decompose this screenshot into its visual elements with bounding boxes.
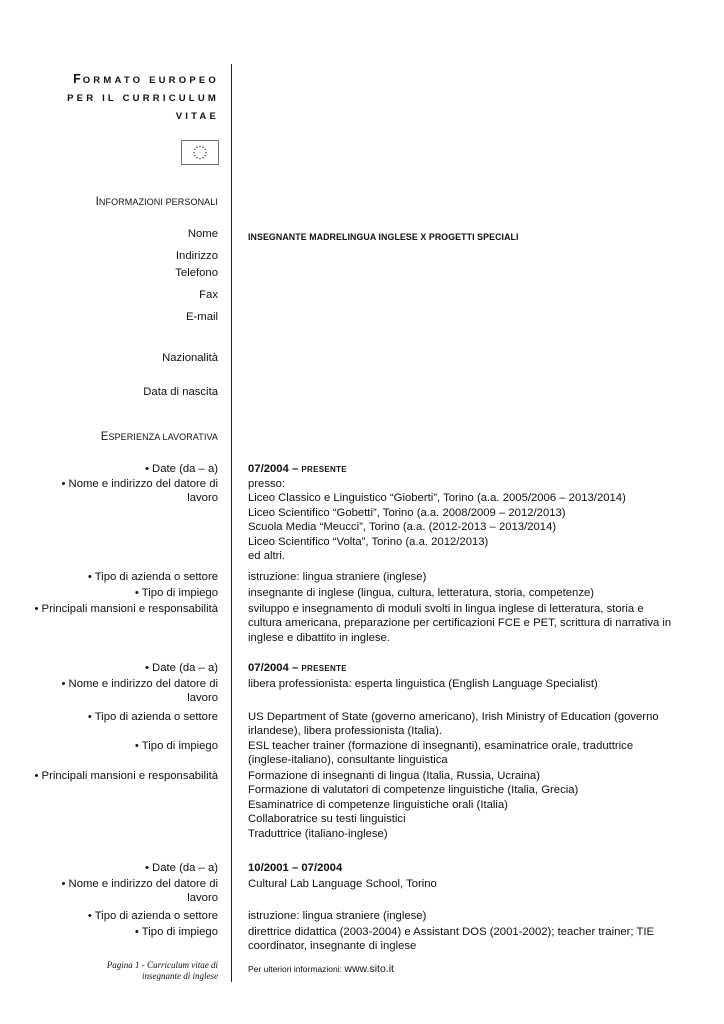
section-personal-info-heading: INFORMAZIONI PERSONALI [95, 196, 218, 208]
job1-role: insegnante di inglese (lingua, cultura, letteratura, storia, competenze) [248, 587, 595, 599]
list-item: Collaboratrice su testi linguistici [248, 813, 406, 826]
job2-role: ESL teacher trainer (formazione di insegnanti), esaminatrice orale, traduttrice (inglese-italiano), consultante linguistica [248, 740, 634, 767]
list-item: Liceo Classico e Linguistico “Gioberti”, Torino (a.a. 2005/2006 – 2013/2014) [248, 492, 626, 505]
job3-sector: istruzione: lingua straniere (inglese) [248, 910, 427, 922]
job1-label-employer: • Nome e indirizzo del datore di lavoro [61, 478, 218, 505]
job1-sector: istruzione: lingua straniere (inglese) [248, 571, 427, 583]
label-data-nascita: Data di nascita [143, 386, 218, 398]
eu-flag-icon [181, 140, 219, 165]
job1-label-duties: • Principali mansioni e responsabilità [34, 603, 218, 615]
list-item: Esaminatrice di competenze linguistiche orali (Italia) [248, 798, 508, 811]
list-item: Scuola Media “Meucci”, Torino (a.a. (2012-2013 – 2013/2014) [248, 521, 557, 534]
column-divider [231, 64, 232, 982]
job3-label-date: • Date (da – a) [144, 862, 218, 874]
list-item: presso: [248, 478, 286, 490]
job2-label-employer: • Nome e indirizzo del datore di lavoro [61, 678, 218, 705]
job2-label-date: • Date (da – a) [144, 662, 218, 674]
label-indirizzo: Indirizzo [175, 250, 218, 262]
job3-label-employer: • Nome e indirizzo del datore di lavoro [61, 878, 218, 905]
list-item: Formazione di valutatori di competenze linguistiche (Italia, Grecia) [248, 784, 579, 797]
job2-sector: US Department of State (governo americano), Irish Ministry of Education (governo irlandese), libera professionista (Italia). [248, 711, 659, 738]
page-footer-right: Per ulteriori informazioni: www.sito.it [248, 963, 394, 975]
job2-label-sector: • Tipo di azienda o settore [87, 711, 218, 723]
label-nazionalita: Nazionalità [162, 352, 218, 364]
job2-employer: libera professionista: esperta linguistica (English Language Specialist) [248, 678, 598, 690]
job1-duties: sviluppo e insegnamento di moduli svolti in lingua inglese di letteratura, storia e cultura americana, preparazione per certificazioni FCE e PET, scrittura di narrativa in inglese e dibattito in inglese. [248, 603, 672, 644]
job3-role: direttrice didattica (2003-2004) e Assistant DOS (2001-2002); teacher trainer; TIE coordinator, insegnante di inglese [248, 926, 655, 953]
label-email: E-mail [185, 311, 218, 323]
job1-date: 07/2004 – PRESENTE [248, 463, 347, 475]
website-link[interactable]: www.sito.it [344, 963, 394, 975]
job1-employer-list [248, 477, 688, 563]
job2-duties-list [248, 769, 688, 841]
job3-label-role: • Tipo di impiego [134, 926, 218, 938]
list-item: Liceo Scientifico “Gobetti”, Torino (a.a. 2008/2009 – 2012/2013) [248, 506, 566, 519]
list-item: Liceo Scientifico “Volta”, Torino (a.a. 2012/2013) [248, 535, 489, 548]
job3-employer: Cultural Lab Language School, Torino [248, 878, 437, 890]
job2-label-duties: • Principali mansioni e responsabilità [34, 770, 218, 782]
job3-date: 10/2001 – 07/2004 [248, 862, 343, 874]
job2-label-role: • Tipo di impiego [134, 740, 218, 752]
section-work-experience-heading: ESPERIENZA LAVORATIVA [100, 431, 218, 443]
list-item: ed altri. [248, 550, 286, 563]
label-nome: Nome [187, 228, 218, 240]
list-item: Formazione di insegnanti di lingua (Italia, Russia, Ucraina) [248, 770, 540, 782]
cv-title-line-3: VITAE [175, 111, 219, 122]
label-telefono: Telefono [175, 267, 218, 279]
page-footer-left: Pagina 1 - Curriculum vitae di insegnante di inglese [106, 960, 218, 981]
label-fax: Fax [199, 289, 218, 301]
job1-label-sector: • Tipo di azienda o settore [87, 571, 218, 583]
job1-label-date: • Date (da – a) [144, 463, 218, 475]
job2-date: 07/2004 – PRESENTE [248, 662, 347, 674]
list-item: Traduttrice (italiano-inglese) [248, 827, 388, 840]
job1-label-role: • Tipo di impiego [134, 587, 218, 599]
value-nome: INSEGNANTE MADRELINGUA INGLESE X PROGETTI SPECIALI [248, 232, 519, 242]
cv-title-line-2: PER IL CURRICULUM [67, 93, 219, 104]
cv-title-line-1: FORMATO EUROPEO [73, 72, 219, 86]
job3-label-sector: • Tipo di azienda o settore [87, 910, 218, 922]
